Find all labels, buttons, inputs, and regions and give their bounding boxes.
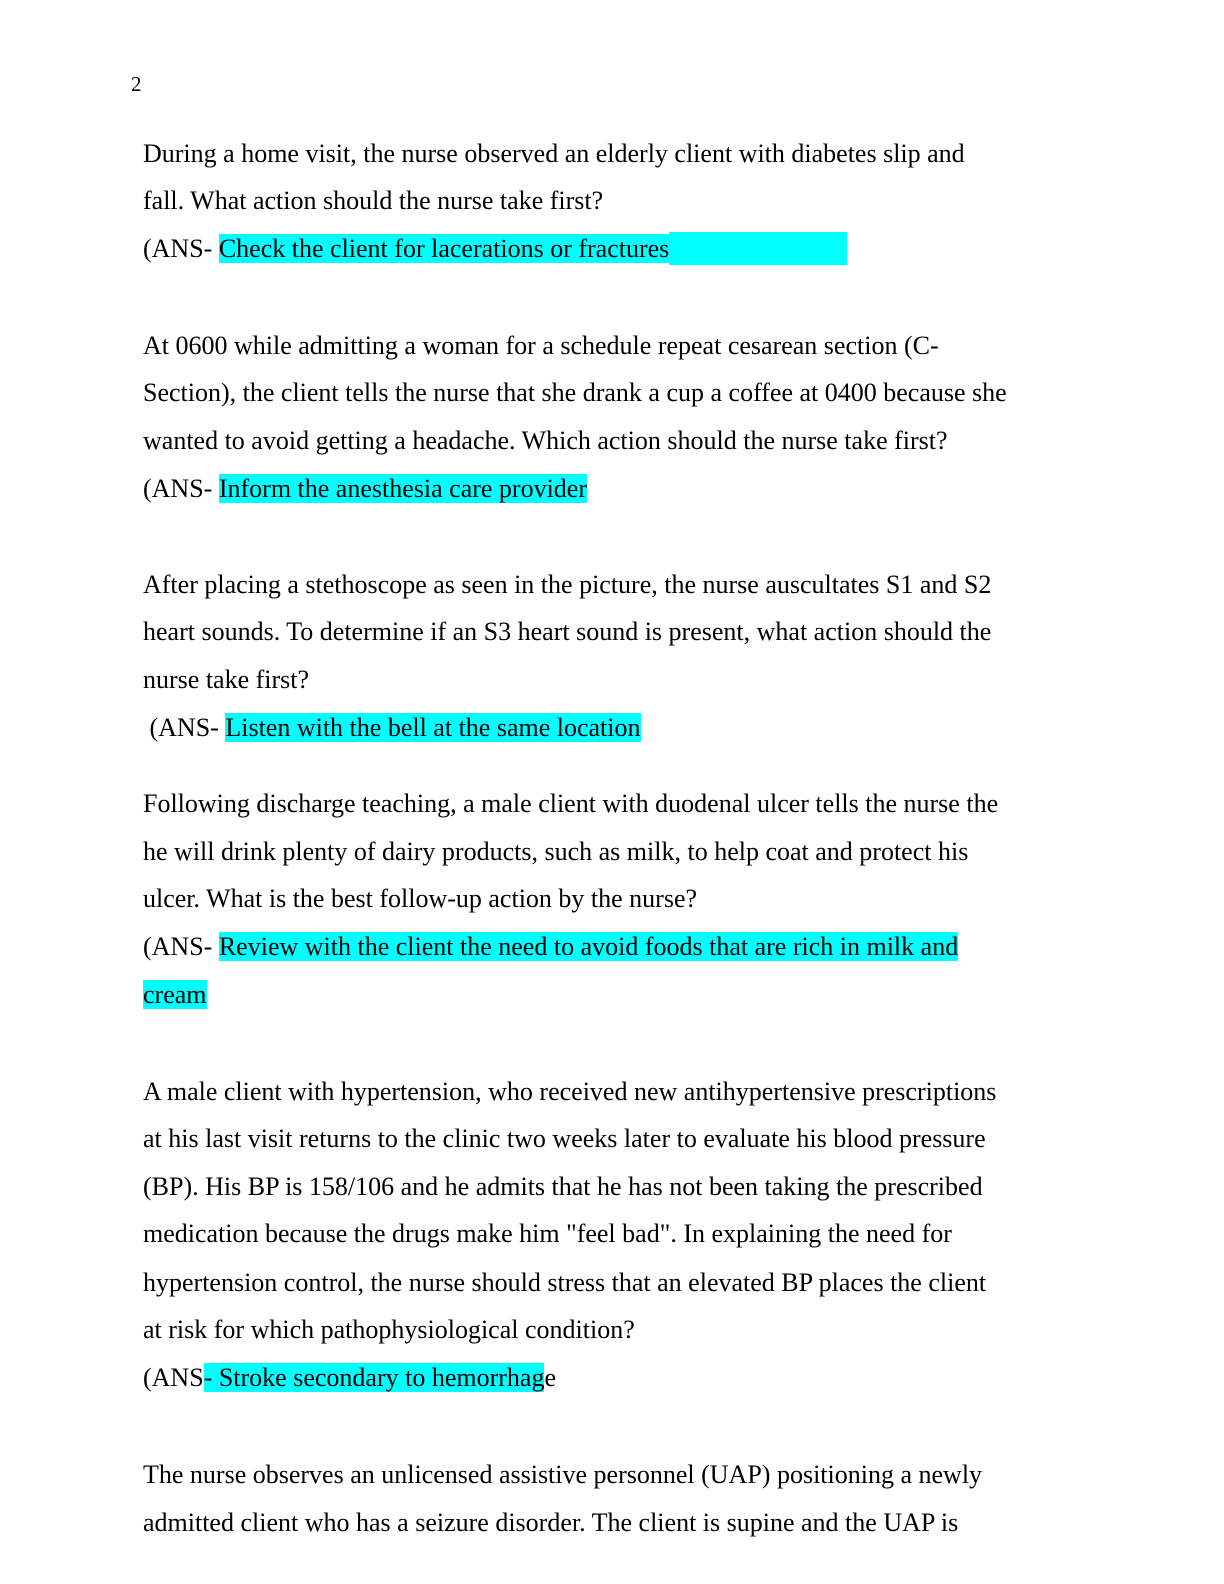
page-number: 2 <box>131 72 142 96</box>
question-line: Section), the client tells the nurse that she drank a cup a coffee at 0400 because she <box>143 378 1007 407</box>
answer-prefix: (ANS- <box>143 932 219 961</box>
question-line: wanted to avoid getting a headache. Which action should the nurse take first? <box>143 426 948 455</box>
question-line: At 0600 while admitting a woman for a schedule repeat cesarean section (C- <box>143 331 939 360</box>
question-line: admitted client who has a seizure disorder. The client is supine and the UAP is <box>143 1508 959 1537</box>
answer-line <box>143 930 958 964</box>
question-line: he will drink plenty of dairy products, such as milk, to help coat and protect his <box>143 837 969 866</box>
question-line: nurse take first? <box>143 665 310 694</box>
question-line: fall. What action should the nurse take first? <box>143 186 604 215</box>
answer-line-continued <box>143 978 207 1012</box>
answer-line <box>143 472 587 506</box>
answer-line <box>143 711 641 745</box>
question-line: During a home visit, the nurse observed an elderly client with diabetes slip and <box>143 139 965 168</box>
answer-prefix: (ANS- <box>143 713 226 742</box>
question-line: at his last visit returns to the clinic two weeks later to evaluate his blood pressure <box>143 1124 986 1153</box>
answer-highlight: Listen with the bell at the same location <box>225 713 641 742</box>
answer-highlight: Inform the anesthesia care provider <box>218 474 588 503</box>
question-line: The nurse observes an unlicensed assistive personnel (UAP) positioning a newly <box>143 1460 983 1489</box>
answer-tail: e <box>544 1363 556 1392</box>
question-line: hypertension control, the nurse should stress that an elevated BP places the client <box>143 1268 987 1297</box>
question-line: at risk for which pathophysiological condition? <box>143 1315 635 1344</box>
question-line: medication because the drugs make him "feel bad". In explaining the need for <box>143 1219 952 1248</box>
question-line: After placing a stethoscope as seen in the picture, the nurse auscultates S1 and S2 <box>143 570 992 599</box>
answer-line <box>143 1361 556 1395</box>
answer-highlight: - Stroke secondary to hemorrhag <box>203 1363 545 1392</box>
question-line: Following discharge teaching, a male client with duodenal ulcer tells the nurse the <box>143 789 999 818</box>
answer-prefix: (ANS- <box>143 234 219 263</box>
question-line: heart sounds. To determine if an S3 heart sound is present, what action should the <box>143 617 992 646</box>
question-line: A male client with hypertension, who received new antihypertensive prescriptions <box>143 1077 997 1106</box>
question-line: (BP). His BP is 158/106 and he admits that he has not been taking the prescribed <box>143 1172 983 1201</box>
answer-highlight: Review with the client the need to avoid foods that are rich in milk and <box>218 932 959 961</box>
answer-highlight: Check the client for lacerations or fractures <box>218 234 670 263</box>
question-line: ulcer. What is the best follow-up action by the nurse? <box>143 884 698 913</box>
answer-prefix: (ANS <box>143 1363 204 1392</box>
answer-line <box>143 232 847 266</box>
highlight-extension <box>669 232 847 265</box>
answer-prefix: (ANS- <box>143 474 219 503</box>
answer-highlight: cream <box>143 980 207 1009</box>
